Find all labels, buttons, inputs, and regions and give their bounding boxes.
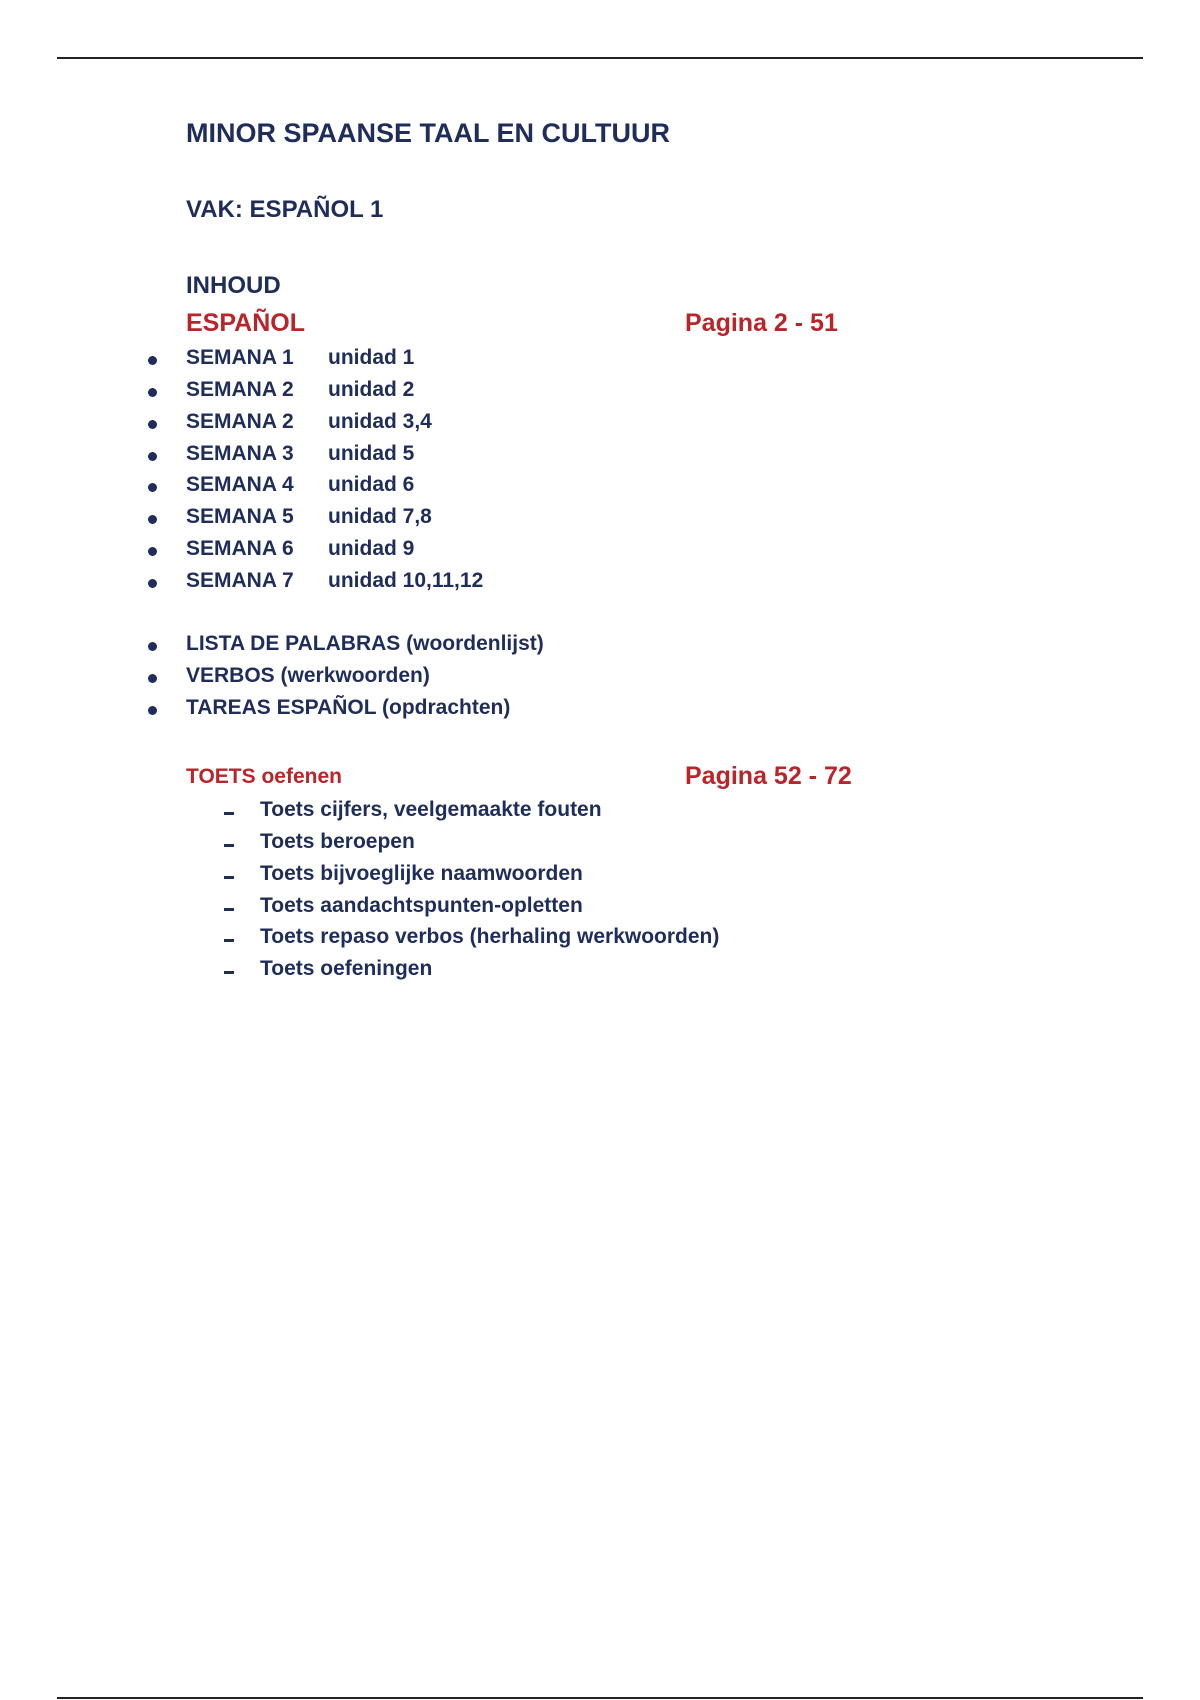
bullet-icon: [148, 674, 157, 683]
dash-icon: [224, 876, 234, 879]
bullet-icon: [148, 420, 157, 429]
unit-label: unidad 3,4: [328, 410, 432, 433]
extra-label: LISTA DE PALABRAS (woordenlijst): [186, 632, 544, 655]
dash-icon: [224, 908, 234, 911]
extra-label: TAREAS ESPAÑOL (opdrachten): [186, 696, 511, 719]
espanol-heading: ESPAÑOL: [186, 309, 305, 337]
week-label: SEMANA 4: [186, 473, 294, 496]
week-label: SEMANA 2: [186, 410, 294, 433]
week-label: SEMANA 1: [186, 346, 294, 369]
bullet-icon: [148, 642, 157, 651]
unit-label: unidad 5: [328, 442, 415, 465]
dash-icon: [224, 844, 234, 847]
unit-label: unidad 6: [328, 473, 415, 496]
contents-heading: INHOUD: [186, 272, 281, 299]
bullet-icon: [148, 452, 157, 461]
footer-rule: [57, 1697, 1143, 1699]
espanol-page-range: Pagina 2 - 51: [685, 309, 838, 337]
bullet-icon: [148, 483, 157, 492]
unit-label: unidad 2: [328, 378, 415, 401]
week-label: SEMANA 6: [186, 537, 294, 560]
document-title: MINOR SPAANSE TAAL EN CULTUUR: [186, 118, 670, 148]
bullet-icon: [148, 547, 157, 556]
toets-item-label: Toets repaso verbos (herhaling werkwoorden): [260, 925, 720, 948]
unit-label: unidad 9: [328, 537, 415, 560]
toets-item-label: Toets cijfers, veelgemaakte fouten: [260, 798, 602, 821]
dash-icon: [224, 939, 234, 942]
bullet-icon: [148, 579, 157, 588]
unit-label: unidad 1: [328, 346, 415, 369]
toets-item-label: Toets beroepen: [260, 830, 415, 853]
bullet-icon: [148, 706, 157, 715]
subject-line: VAK: ESPAÑOL 1: [186, 196, 384, 223]
toets-page-range: Pagina 52 - 72: [685, 762, 852, 790]
header-rule: [57, 57, 1143, 59]
extra-label: VERBOS (werkwoorden): [186, 664, 430, 687]
toets-heading: TOETS oefenen: [186, 765, 342, 788]
week-label: SEMANA 2: [186, 378, 294, 401]
toets-item-label: Toets bijvoeglijke naamwoorden: [260, 862, 583, 885]
week-label: SEMANA 7: [186, 569, 294, 592]
unit-label: unidad 7,8: [328, 505, 432, 528]
toets-item-label: Toets oefeningen: [260, 957, 433, 980]
bullet-icon: [148, 356, 157, 365]
bullet-icon: [148, 515, 157, 524]
week-label: SEMANA 3: [186, 442, 294, 465]
bullet-icon: [148, 388, 157, 397]
unit-label: unidad 10,11,12: [328, 569, 484, 592]
week-label: SEMANA 5: [186, 505, 294, 528]
toets-item-label: Toets aandachtspunten-opletten: [260, 894, 583, 917]
dash-icon: [224, 812, 234, 815]
dash-icon: [224, 971, 234, 974]
